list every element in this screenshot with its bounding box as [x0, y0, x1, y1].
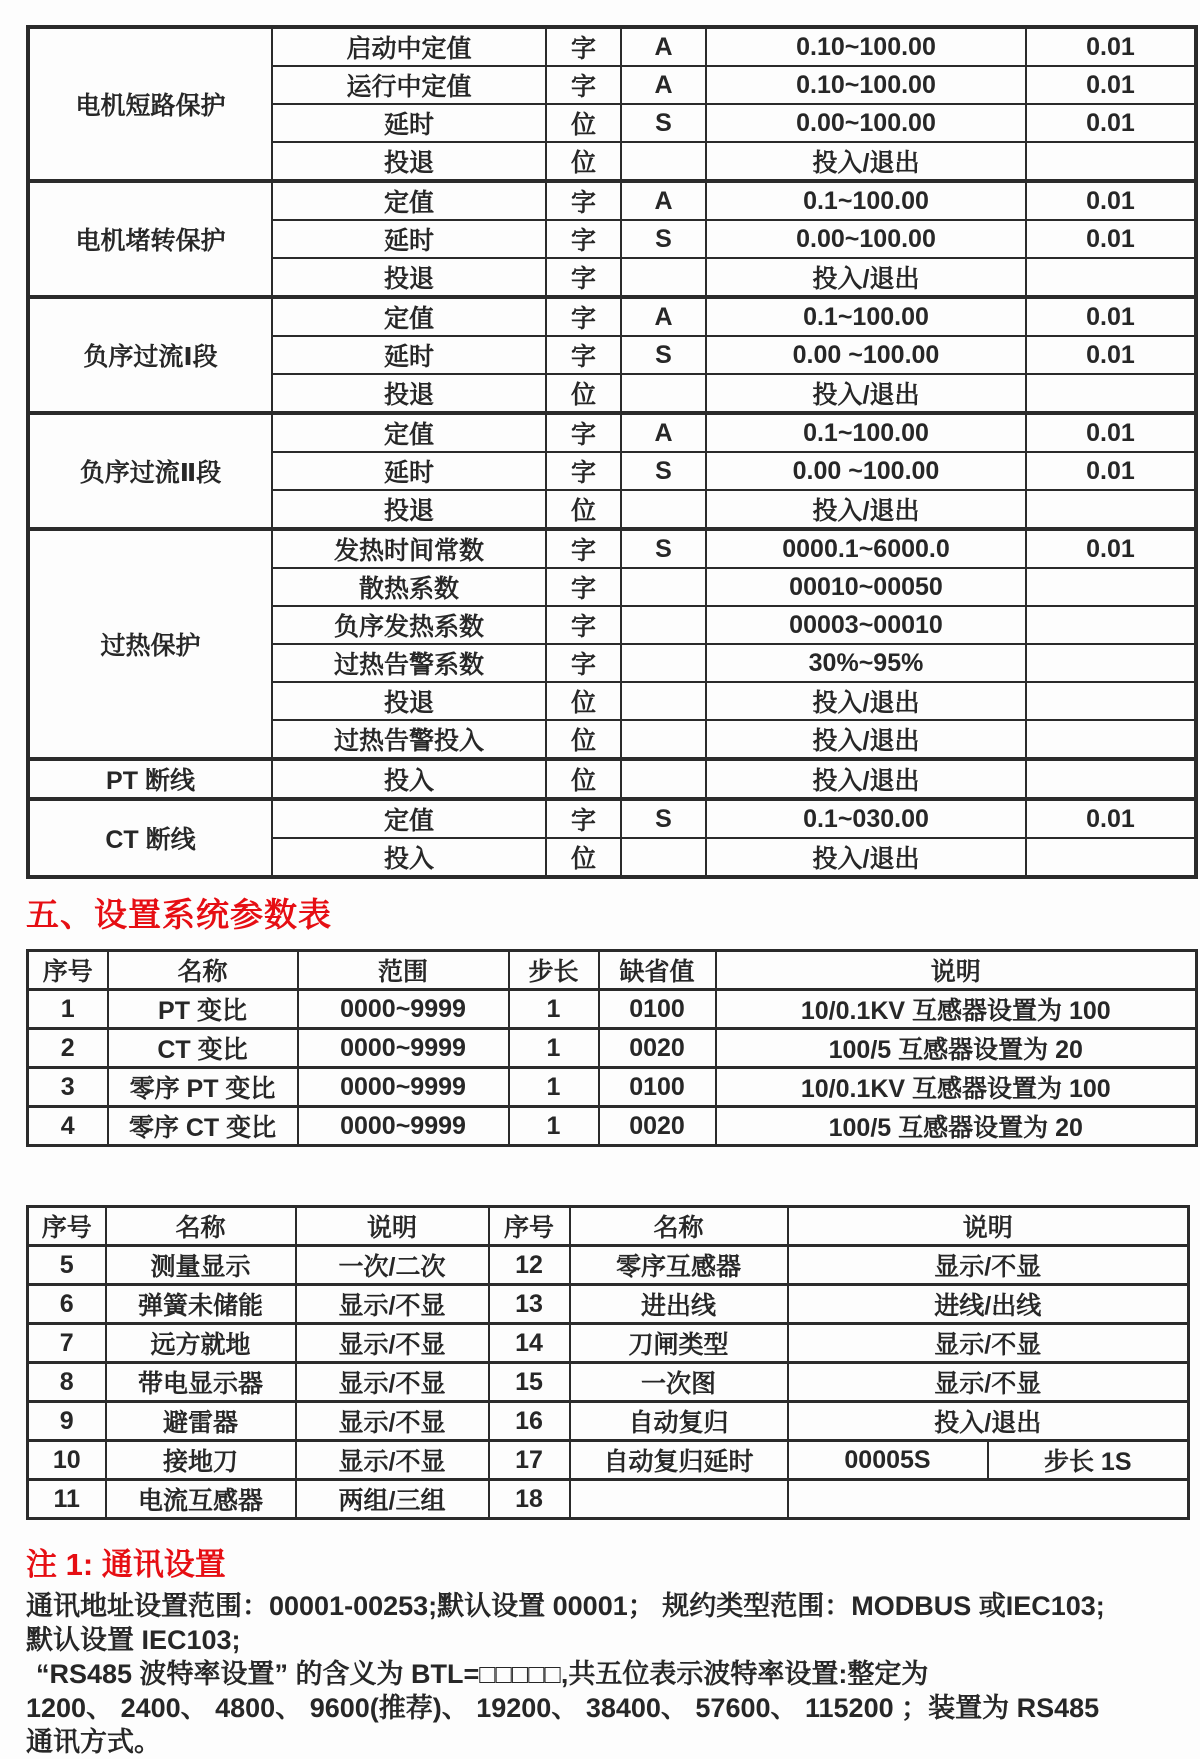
step-cell [1026, 759, 1196, 799]
range-cell: 0.1~100.00 [706, 297, 1026, 336]
param-name-cell: 自动复归延时 [570, 1441, 788, 1480]
step-cell: 1 [509, 1107, 599, 1146]
description-cell: 100/5 互感器设置为 20 [716, 1107, 1197, 1146]
unit-cell: S [621, 529, 706, 568]
param-name-cell: 弹簧未储能 [106, 1285, 296, 1324]
table-row [28, 181, 1196, 220]
group-cell: 过热保护 [28, 529, 272, 759]
range-cell: 投入/退出 [706, 759, 1026, 799]
data-type-cell: 字 [546, 452, 621, 490]
unit-cell: A [621, 66, 706, 104]
range-cell: 0000~9999 [298, 990, 509, 1029]
range-cell: 0.10~100.00 [706, 27, 1026, 66]
group-cell: 负序过流Ⅰ段 [28, 297, 272, 413]
step-cell [1026, 682, 1196, 720]
param-name-cell: CT 变比 [108, 1029, 298, 1068]
index-cell: 14 [489, 1324, 570, 1363]
header-cell: 名称 [106, 1207, 296, 1246]
header-cell: 序号 [28, 951, 108, 990]
range-cell: 0000~9999 [298, 1029, 509, 1068]
range-cell: 0000.1~6000.0 [706, 529, 1026, 568]
table-row [28, 1246, 1189, 1285]
table-row [28, 1402, 1189, 1441]
step-cell: 1 [509, 1029, 599, 1068]
range-cell: 0.00~100.00 [706, 104, 1026, 142]
description-cell: 显示/不显 [296, 1285, 489, 1324]
param-name-cell: 零序 CT 变比 [108, 1107, 298, 1146]
step-cell: 0.01 [1026, 336, 1196, 374]
step-cell [1026, 838, 1196, 877]
range-cell: 0.1~100.00 [706, 413, 1026, 452]
default-cell: 0020 [599, 1029, 716, 1068]
step-cell [1026, 644, 1196, 682]
step-cell [1026, 258, 1196, 297]
step-cell [1026, 374, 1196, 413]
data-type-cell: 字 [546, 413, 621, 452]
step-cell: 0.01 [1026, 297, 1196, 336]
header-cell: 说明 [788, 1207, 1189, 1246]
data-type-cell: 字 [546, 606, 621, 644]
description-cell: 显示/不显 [296, 1441, 489, 1480]
setting-name-cell: 投入 [272, 759, 546, 799]
param-name-cell: 测量显示 [106, 1246, 296, 1285]
table-row [28, 1029, 1197, 1068]
data-type-cell: 位 [546, 490, 621, 529]
range-cell: 0.00 ~100.00 [706, 336, 1026, 374]
header-cell: 名称 [108, 951, 298, 990]
description-cell: 显示/不显 [788, 1363, 1189, 1402]
data-type-cell: 字 [546, 644, 621, 682]
setting-name-cell: 启动中定值 [272, 27, 546, 66]
range-cell: 投入/退出 [706, 258, 1026, 297]
data-type-cell: 位 [546, 720, 621, 759]
paragraph-line: 通讯地址设置范围：00001-00253;默认设置 00001； 规约类型范围：MODBUS 或IEC103; [26, 1591, 1105, 1621]
unit-cell [621, 142, 706, 181]
setting-name-cell: 过热告警投入 [272, 720, 546, 759]
header-cell: 缺省值 [599, 951, 716, 990]
index-cell: 1 [28, 990, 108, 1029]
range-cell: 投入/退出 [706, 838, 1026, 877]
index-cell: 7 [28, 1324, 106, 1363]
setting-name-cell: 过热告警系数 [272, 644, 546, 682]
unit-cell [621, 682, 706, 720]
description-cell: 显示/不显 [296, 1402, 489, 1441]
step-cell: 0.01 [1026, 27, 1196, 66]
index-cell: 6 [28, 1285, 106, 1324]
unit-cell [621, 606, 706, 644]
paragraph-line: “RS485 波特率设置” 的含义为 BTL=□□□□□,共五位表示波特率设置:整定为 [36, 1659, 929, 1689]
step-cell: 1 [509, 990, 599, 1029]
setting-name-cell: 延时 [272, 104, 546, 142]
description-cell: 显示/不显 [788, 1246, 1189, 1285]
index-cell: 13 [489, 1285, 570, 1324]
description-cell [788, 1480, 1189, 1519]
unit-cell [621, 258, 706, 297]
index-cell: 2 [28, 1029, 108, 1068]
range-cell: 0000~9999 [298, 1068, 509, 1107]
step-cell: 0.01 [1026, 104, 1196, 142]
index-cell: 8 [28, 1363, 106, 1402]
group-cell: PT 断线 [28, 759, 272, 799]
index-cell: 17 [489, 1441, 570, 1480]
paragraph-line: 默认设置 IEC103; [26, 1625, 241, 1655]
step-cell: 0.01 [1026, 181, 1196, 220]
index-cell: 9 [28, 1402, 106, 1441]
header-cell: 步长 [509, 951, 599, 990]
param-name-cell: 自动复归 [570, 1402, 788, 1441]
step-cell: 0.01 [1026, 799, 1196, 838]
setting-name-cell: 投退 [272, 374, 546, 413]
setting-name-cell: 投退 [272, 258, 546, 297]
table-row [28, 1107, 1197, 1146]
range-cell: 00003~00010 [706, 606, 1026, 644]
data-type-cell: 字 [546, 336, 621, 374]
table-header-row [28, 951, 1197, 990]
index-cell: 18 [489, 1480, 570, 1519]
description-cell: 一次/二次 [296, 1246, 489, 1285]
range-cell: 00010~00050 [706, 568, 1026, 606]
paragraph-line: 通讯方式。 [26, 1727, 161, 1757]
table-row [28, 1068, 1197, 1107]
table-row [28, 27, 1196, 66]
unit-cell [621, 838, 706, 877]
range-cell: 投入/退出 [706, 682, 1026, 720]
description-cell: 100/5 互感器设置为 20 [716, 1029, 1197, 1068]
unit-cell [621, 644, 706, 682]
group-cell: CT 断线 [28, 799, 272, 877]
index-cell: 16 [489, 1402, 570, 1441]
header-cell: 名称 [570, 1207, 788, 1246]
step-cell: 0.01 [1026, 413, 1196, 452]
index-cell: 5 [28, 1246, 106, 1285]
unit-cell: A [621, 27, 706, 66]
data-type-cell: 字 [546, 799, 621, 838]
setting-name-cell: 投退 [272, 490, 546, 529]
range-cell: 0000~9999 [298, 1107, 509, 1146]
param-name-cell: 一次图 [570, 1363, 788, 1402]
index-cell: 12 [489, 1246, 570, 1285]
step-cell [1026, 568, 1196, 606]
data-type-cell: 位 [546, 838, 621, 877]
data-type-cell: 字 [546, 529, 621, 568]
communication-settings-paragraph [26, 1589, 1174, 1759]
unit-cell: A [621, 181, 706, 220]
table-row [28, 1441, 1189, 1480]
description-cell: 显示/不显 [788, 1324, 1189, 1363]
range-cell: 投入/退出 [706, 374, 1026, 413]
data-type-cell: 位 [546, 759, 621, 799]
header-cell: 序号 [489, 1207, 570, 1246]
data-type-cell: 位 [546, 142, 621, 181]
note-title: 注 1: 通讯设置 [26, 1547, 226, 1582]
param-name-cell: PT 变比 [108, 990, 298, 1029]
step-cell: 0.01 [1026, 529, 1196, 568]
data-type-cell: 字 [546, 181, 621, 220]
default-cell: 0020 [599, 1107, 716, 1146]
step-cell: 0.01 [1026, 452, 1196, 490]
param-name-cell: 进出线 [570, 1285, 788, 1324]
data-type-cell: 位 [546, 374, 621, 413]
description-cell: 显示/不显 [296, 1363, 489, 1402]
step-cell: 0.01 [1026, 66, 1196, 104]
data-type-cell: 字 [546, 220, 621, 258]
setting-name-cell: 延时 [272, 336, 546, 374]
description-cell: 两组/三组 [296, 1480, 489, 1519]
data-type-cell: 位 [546, 104, 621, 142]
unit-cell [621, 759, 706, 799]
param-name-cell [570, 1480, 788, 1519]
range-cell: 30%~95% [706, 644, 1026, 682]
group-cell: 电机短路保护 [28, 27, 272, 181]
index-cell: 11 [28, 1480, 106, 1519]
setting-name-cell: 定值 [272, 181, 546, 220]
description-cell: 显示/不显 [296, 1324, 489, 1363]
unit-cell [621, 568, 706, 606]
default-cell: 0100 [599, 1068, 716, 1107]
setting-name-cell: 定值 [272, 413, 546, 452]
default-cell: 0100 [599, 990, 716, 1029]
range-cell: 投入/退出 [706, 490, 1026, 529]
system-parameter-table [26, 949, 1198, 1147]
unit-cell: A [621, 297, 706, 336]
index-cell: 10 [28, 1441, 106, 1480]
table-row [28, 413, 1196, 452]
unit-cell: S [621, 104, 706, 142]
param-name-cell: 远方就地 [106, 1324, 296, 1363]
display-options-table [26, 1205, 1190, 1520]
table-row [28, 759, 1196, 799]
data-type-cell: 字 [546, 568, 621, 606]
description-cell: 10/0.1KV 互感器设置为 100 [716, 1068, 1197, 1107]
step-cell [1026, 606, 1196, 644]
range-cell: 0.1~030.00 [706, 799, 1026, 838]
setting-name-cell: 投入 [272, 838, 546, 877]
param-name-cell: 避雷器 [106, 1402, 296, 1441]
setting-name-cell: 定值 [272, 297, 546, 336]
param-name-cell: 零序 PT 变比 [108, 1068, 298, 1107]
param-name-cell: 电流互感器 [106, 1480, 296, 1519]
header-cell: 说明 [716, 951, 1197, 990]
param-name-cell: 带电显示器 [106, 1363, 296, 1402]
header-cell: 范围 [298, 951, 509, 990]
description-cell: 进线/出线 [788, 1285, 1189, 1324]
table-row [28, 529, 1196, 568]
setting-name-cell: 发热时间常数 [272, 529, 546, 568]
step-cell: 步长 1S [988, 1441, 1189, 1480]
param-name-cell: 刀闸类型 [570, 1324, 788, 1363]
data-type-cell: 字 [546, 66, 621, 104]
unit-cell [621, 720, 706, 759]
setting-name-cell: 延时 [272, 220, 546, 258]
index-cell: 4 [28, 1107, 108, 1146]
range-cell: 0.1~100.00 [706, 181, 1026, 220]
group-cell: 负序过流Ⅱ段 [28, 413, 272, 529]
unit-cell: S [621, 452, 706, 490]
step-cell [1026, 142, 1196, 181]
description-cell: 10/0.1KV 互感器设置为 100 [716, 990, 1197, 1029]
table-row [28, 1363, 1189, 1402]
index-cell: 15 [489, 1363, 570, 1402]
setting-name-cell: 定值 [272, 799, 546, 838]
data-type-cell: 字 [546, 258, 621, 297]
range-cell: 0.00~100.00 [706, 220, 1026, 258]
header-cell: 说明 [296, 1207, 489, 1246]
range-cell: 投入/退出 [706, 720, 1026, 759]
table-row [28, 297, 1196, 336]
range-cell: 投入/退出 [706, 142, 1026, 181]
step-cell [1026, 490, 1196, 529]
data-type-cell: 字 [546, 297, 621, 336]
paragraph-line: 1200、 2400、 4800、 9600(推荐)、 19200、 38400、 57600、 115200 ；装置为 RS485 [26, 1693, 1100, 1723]
protection-settings-table [26, 25, 1198, 879]
table-row [28, 1324, 1189, 1363]
table-header-row [28, 1207, 1189, 1246]
unit-cell: S [621, 220, 706, 258]
range-cell: 0.00 ~100.00 [706, 452, 1026, 490]
unit-cell: A [621, 413, 706, 452]
description-cell: 投入/退出 [788, 1402, 1189, 1441]
value-cell: 00005S [788, 1441, 988, 1480]
section-title: 五、设置系统参数表 [26, 896, 332, 933]
unit-cell: S [621, 799, 706, 838]
setting-name-cell: 延时 [272, 452, 546, 490]
table-row [28, 990, 1197, 1029]
index-cell: 3 [28, 1068, 108, 1107]
data-type-cell: 位 [546, 682, 621, 720]
step-cell: 1 [509, 1068, 599, 1107]
group-cell: 电机堵转保护 [28, 181, 272, 297]
param-name-cell: 零序互感器 [570, 1246, 788, 1285]
table-row [28, 1480, 1189, 1519]
setting-name-cell: 散热系数 [272, 568, 546, 606]
param-name-cell: 接地刀 [106, 1441, 296, 1480]
range-cell: 0.10~100.00 [706, 66, 1026, 104]
setting-name-cell: 运行中定值 [272, 66, 546, 104]
data-type-cell: 字 [546, 27, 621, 66]
table-row [28, 1285, 1189, 1324]
table-row [28, 799, 1196, 838]
step-cell: 0.01 [1026, 220, 1196, 258]
step-cell [1026, 720, 1196, 759]
setting-name-cell: 投退 [272, 682, 546, 720]
unit-cell [621, 490, 706, 529]
setting-name-cell: 负序发热系数 [272, 606, 546, 644]
unit-cell: S [621, 336, 706, 374]
header-cell: 序号 [28, 1207, 106, 1246]
setting-name-cell: 投退 [272, 142, 546, 181]
unit-cell [621, 374, 706, 413]
